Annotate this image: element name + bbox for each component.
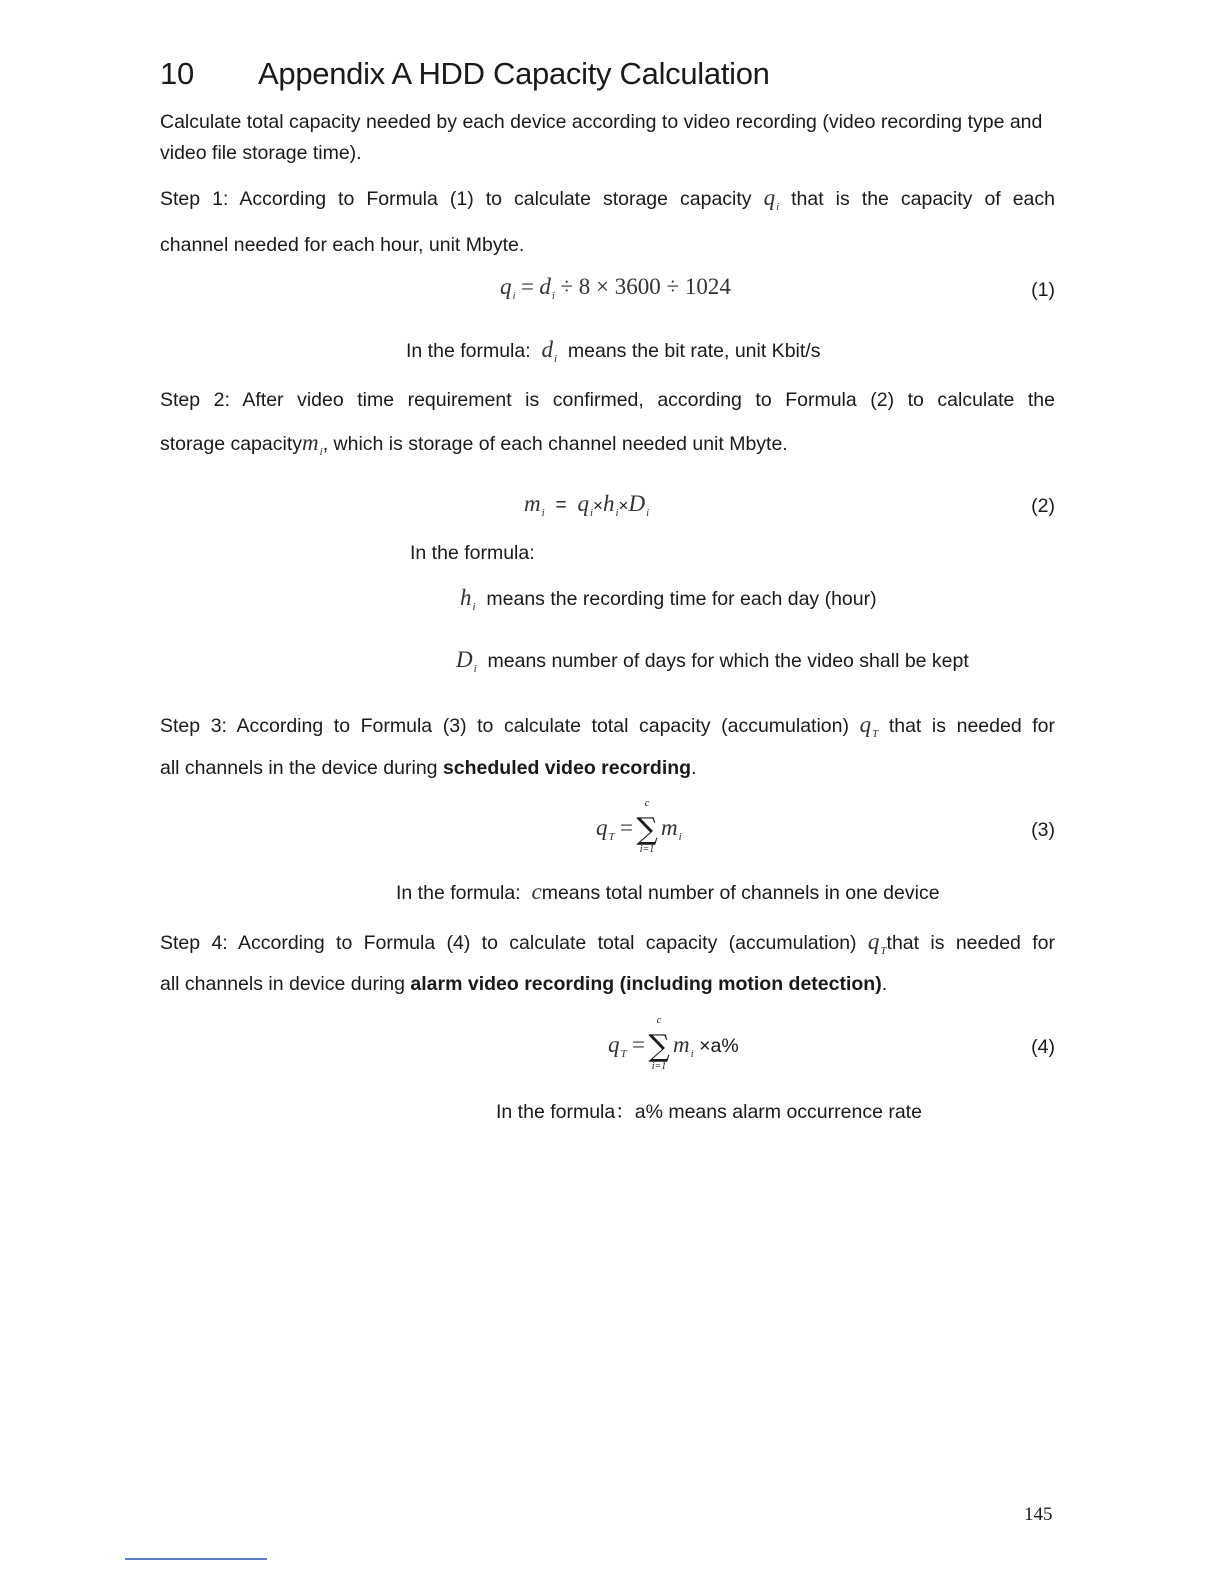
step1-text-a: Step 1: According to Formula (1) to calculate storage capacity [160,188,752,210]
formula1-lhs: $q_i$ [500,274,516,302]
formula1-rest: ÷ 8 × 3600 ÷ 1024 [560,274,731,299]
formula3-note [396,879,940,905]
formula3-number: (3) [1031,819,1055,841]
step3-line2: all channels in the device during scheduled video recording. [160,757,697,779]
formula2-q: $q_i$ [577,491,594,519]
formula4-m: $m_i$ [673,1032,694,1060]
step2-text-b: , which is storage of each channel needed unit Mbyte. [322,433,788,455]
step1-text-b: that is the capacity of each [791,188,1056,210]
formula-3: $q_T$ = ∑ c i=1 $m_i$ [596,798,682,855]
formula4-tail: ×a% [699,1035,739,1057]
note3-text: means total number of channels in one device [541,882,940,904]
step4-symbol: $q_T$ [867,929,887,957]
formula3-m: $m_i$ [661,815,682,843]
formula2-D: $D_i$ [628,491,650,519]
formula-2: $m_i = q_i\times h_i\times D_i$ [524,491,650,519]
page-title [160,56,770,92]
step3-bold-text: scheduled video recording [442,757,692,779]
formula2-m: $m_i$ [524,491,545,519]
note1-prefix: In the formula: [406,340,531,362]
formula2-note-h [460,585,877,613]
formula2-note-prefix: In the formula: [410,542,535,564]
step2-text-a: storage capacity [160,433,302,455]
formula3-q: $q_T$ [596,815,615,843]
step4-line1 [160,926,1055,967]
note1-symbol: $d_i$ [541,337,558,365]
step3-line1 [160,709,1055,750]
formula-4: $q_T$ = ∑ c i=1 $m_i \times a\%$ [608,1015,739,1072]
step3-text-a2: all channels in the device during [160,757,438,779]
formula2-h: $h_i$ [602,491,619,519]
page-number: 145 [1024,1504,1053,1525]
note2-h-symbol: $h_i$ [460,585,476,613]
formula1-note [406,337,820,365]
note3-prefix: In the formula: [396,882,521,904]
step3-symbol: $q_T$ [859,712,879,740]
intro-paragraph: Calculate total capacity needed by each device according to video recording (video recording type and video file storage time). [160,111,1043,164]
step4-bold-text: alarm video recording (including motion detection) [410,973,882,995]
step4-line2: all channels in device during alarm video recording (including motion detection). [160,973,888,995]
step4-text-a2: all channels in device during [160,973,405,995]
formula1-d: $d_i$ [539,274,555,302]
step2-line1: Step 2: After video time requirement is confirmed, according to Formula (2) to calculate the [160,389,1055,411]
formula4-note: In the formula：a% means alarm occurrence rate [496,1101,922,1123]
note2-h-text: means the recording time for each day (hour) [486,588,877,610]
step1-symbol: $q_i$ [763,185,780,213]
step4-text-b: that is needed for [886,932,1055,954]
formula2-number: (2) [1031,495,1055,517]
section-title: Appendix A HDD Capacity Calculation [258,56,770,91]
step4-text-a: Step 4: According to Formula (4) to calculate total capacity (accumulation) [160,932,857,954]
formula4-q: $q_T$ [608,1032,627,1060]
formula4-number: (4) [1031,1036,1055,1058]
note3-symbol: c [531,879,542,904]
formula1-number: (1) [1031,279,1055,301]
formula-1: $q_i = d_i \div 8 \times 3600 \div 1024$ [500,274,731,302]
step3-text-b: that is needed for [888,715,1056,737]
sum-icon: ∑ c i=1 [648,1015,670,1072]
footnote-divider [125,1558,267,1560]
note2-D-symbol: $D_i$ [456,647,477,675]
section-number: 10 [160,56,194,91]
step2-line2 [160,430,788,458]
formula2-note-D [456,647,969,675]
step1-line1 [160,182,1055,223]
note1-text: means the bit rate, unit Kbit/s [567,340,821,362]
step3-text-a: Step 3: According to Formula (3) to calculate total capacity (accumulation) [160,715,849,737]
step1-line2: channel needed for each hour, unit Mbyte. [160,234,525,256]
sum-icon: ∑ c i=1 [636,798,658,855]
step2-symbol: $m_i$ [302,430,323,458]
note2-D-text: means number of days for which the video shall be kept [487,650,969,672]
